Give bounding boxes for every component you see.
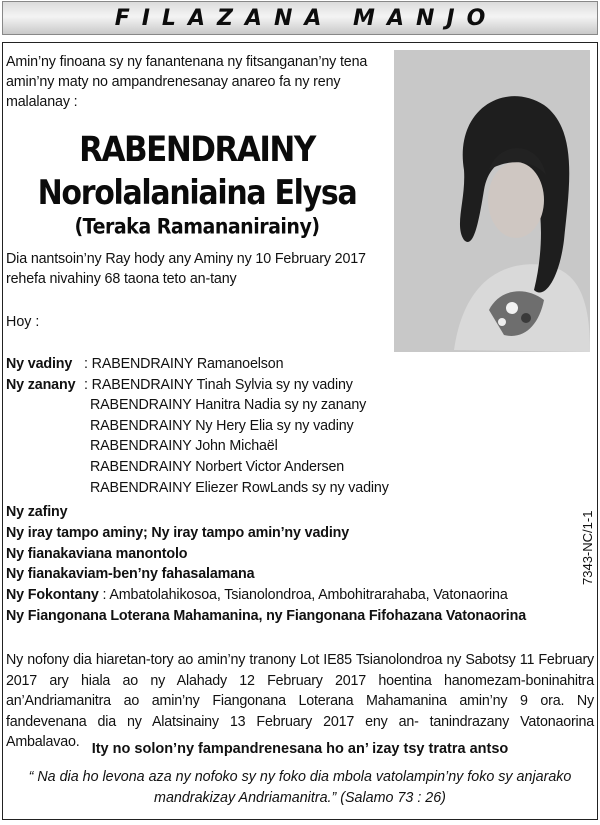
family-row-child: RABENDRAINY Norbert Victor Andersen [90,458,345,475]
intro-text: Amin’ny finoana sy ny fanantenana ny fitsanganan’ny tena amin’ny maty no ampandrenesanay anareo fa ny reny malalanay : [6,54,368,110]
kin-iray-tampo: Ny iray tampo aminy; Ny iray tampo amin’ny vadiny [6,524,350,541]
kin-list [6,502,581,627]
vadiny-value: : RABENDRAINY Ramanoelson [84,356,284,372]
portrait-icon [394,50,590,352]
ceremony-details: Ny nofony dia hiaretan-tory ao amin’ny tranony Lot IE85 Tsianolondroa ny Sabotsy 11 February 2017 ary hiala ao ny Alahady 12 February 2017 hoentina hanomezam-boninahitra an’Andriamanitra ao amin’ny Fiangonana Loterana Mahamanina amin’ny 9 ora. Ny fandevenana dia ny Alatsinainy 13 February 2017 eny an- tanindrazany Vatonaorina Ambalavao. [6,652,594,750]
family-row-child: RABENDRAINY John Michaël [90,438,278,455]
kin-fianakaviana: Ny fianakaviana manontolo [6,545,188,562]
kin-fokontany-value: : Ambatolahikosoa, Tsianolondroa, Ambohitrarahaba, Vatonaorina [98,587,508,604]
portrait-photo [394,50,590,352]
scripture-quote: “ Na dia ho levona aza ny nofoko sy ny foko dia mbola vatolampin’ny foko sy anjarako mandrakizay Andriamanitra.” (Salamo 73 : 26) [28,769,572,806]
kin-fianakaviam-ben: Ny fianakaviam-ben’ny fahasalamana [6,566,255,583]
deceased-surname: RABENDRAINY [79,129,315,171]
family-list [6,354,566,498]
header-title: FILAZANA MANJO [114,5,498,31]
zanany-value: : RABENDRAINY Tinah Sylvia sy ny vadiny [84,376,353,393]
family-row-vadiny [6,354,566,375]
kin-fiangonana: Ny Fiangonana Loterana Mahamanina, ny Fiangonana Fifohazana Vatonaorina [6,607,527,624]
family-row-child: RABENDRAINY Ny Hery Elia sy ny vadiny [90,417,354,434]
header-bar [2,1,598,35]
closing-note: Ity no solon’ny fampandrenesana ho an’ izay tsy tratra antso [91,741,509,757]
family-row-child: RABENDRAINY Hanitra Nadia sy ny zanany [90,397,367,414]
kin-zafiny: Ny zafiny [6,504,68,520]
family-row-child: RABENDRAINY Eliezer RowLands sy ny vadiny [90,479,389,496]
zanany-label: Ny zanany [6,376,76,393]
death-notice: Dia nantsoin’ny Ray hody any Aminy ny 10 February 2017 rehefa nivahiny 68 taona teto an-tany [6,251,366,287]
deceased-lineage: (Teraka Ramananirainy) [74,214,320,240]
reference-code: 7343-NC/1-1 [580,510,595,585]
deceased-given-names: Norolalaniaina Elysa [37,173,357,214]
vadiny-label: Ny vadiny [6,356,73,372]
kin-fokontany-label: Ny Fokontany [6,587,99,604]
hoy-label: Hoy : [6,314,40,330]
family-row-zanany [6,375,566,396]
